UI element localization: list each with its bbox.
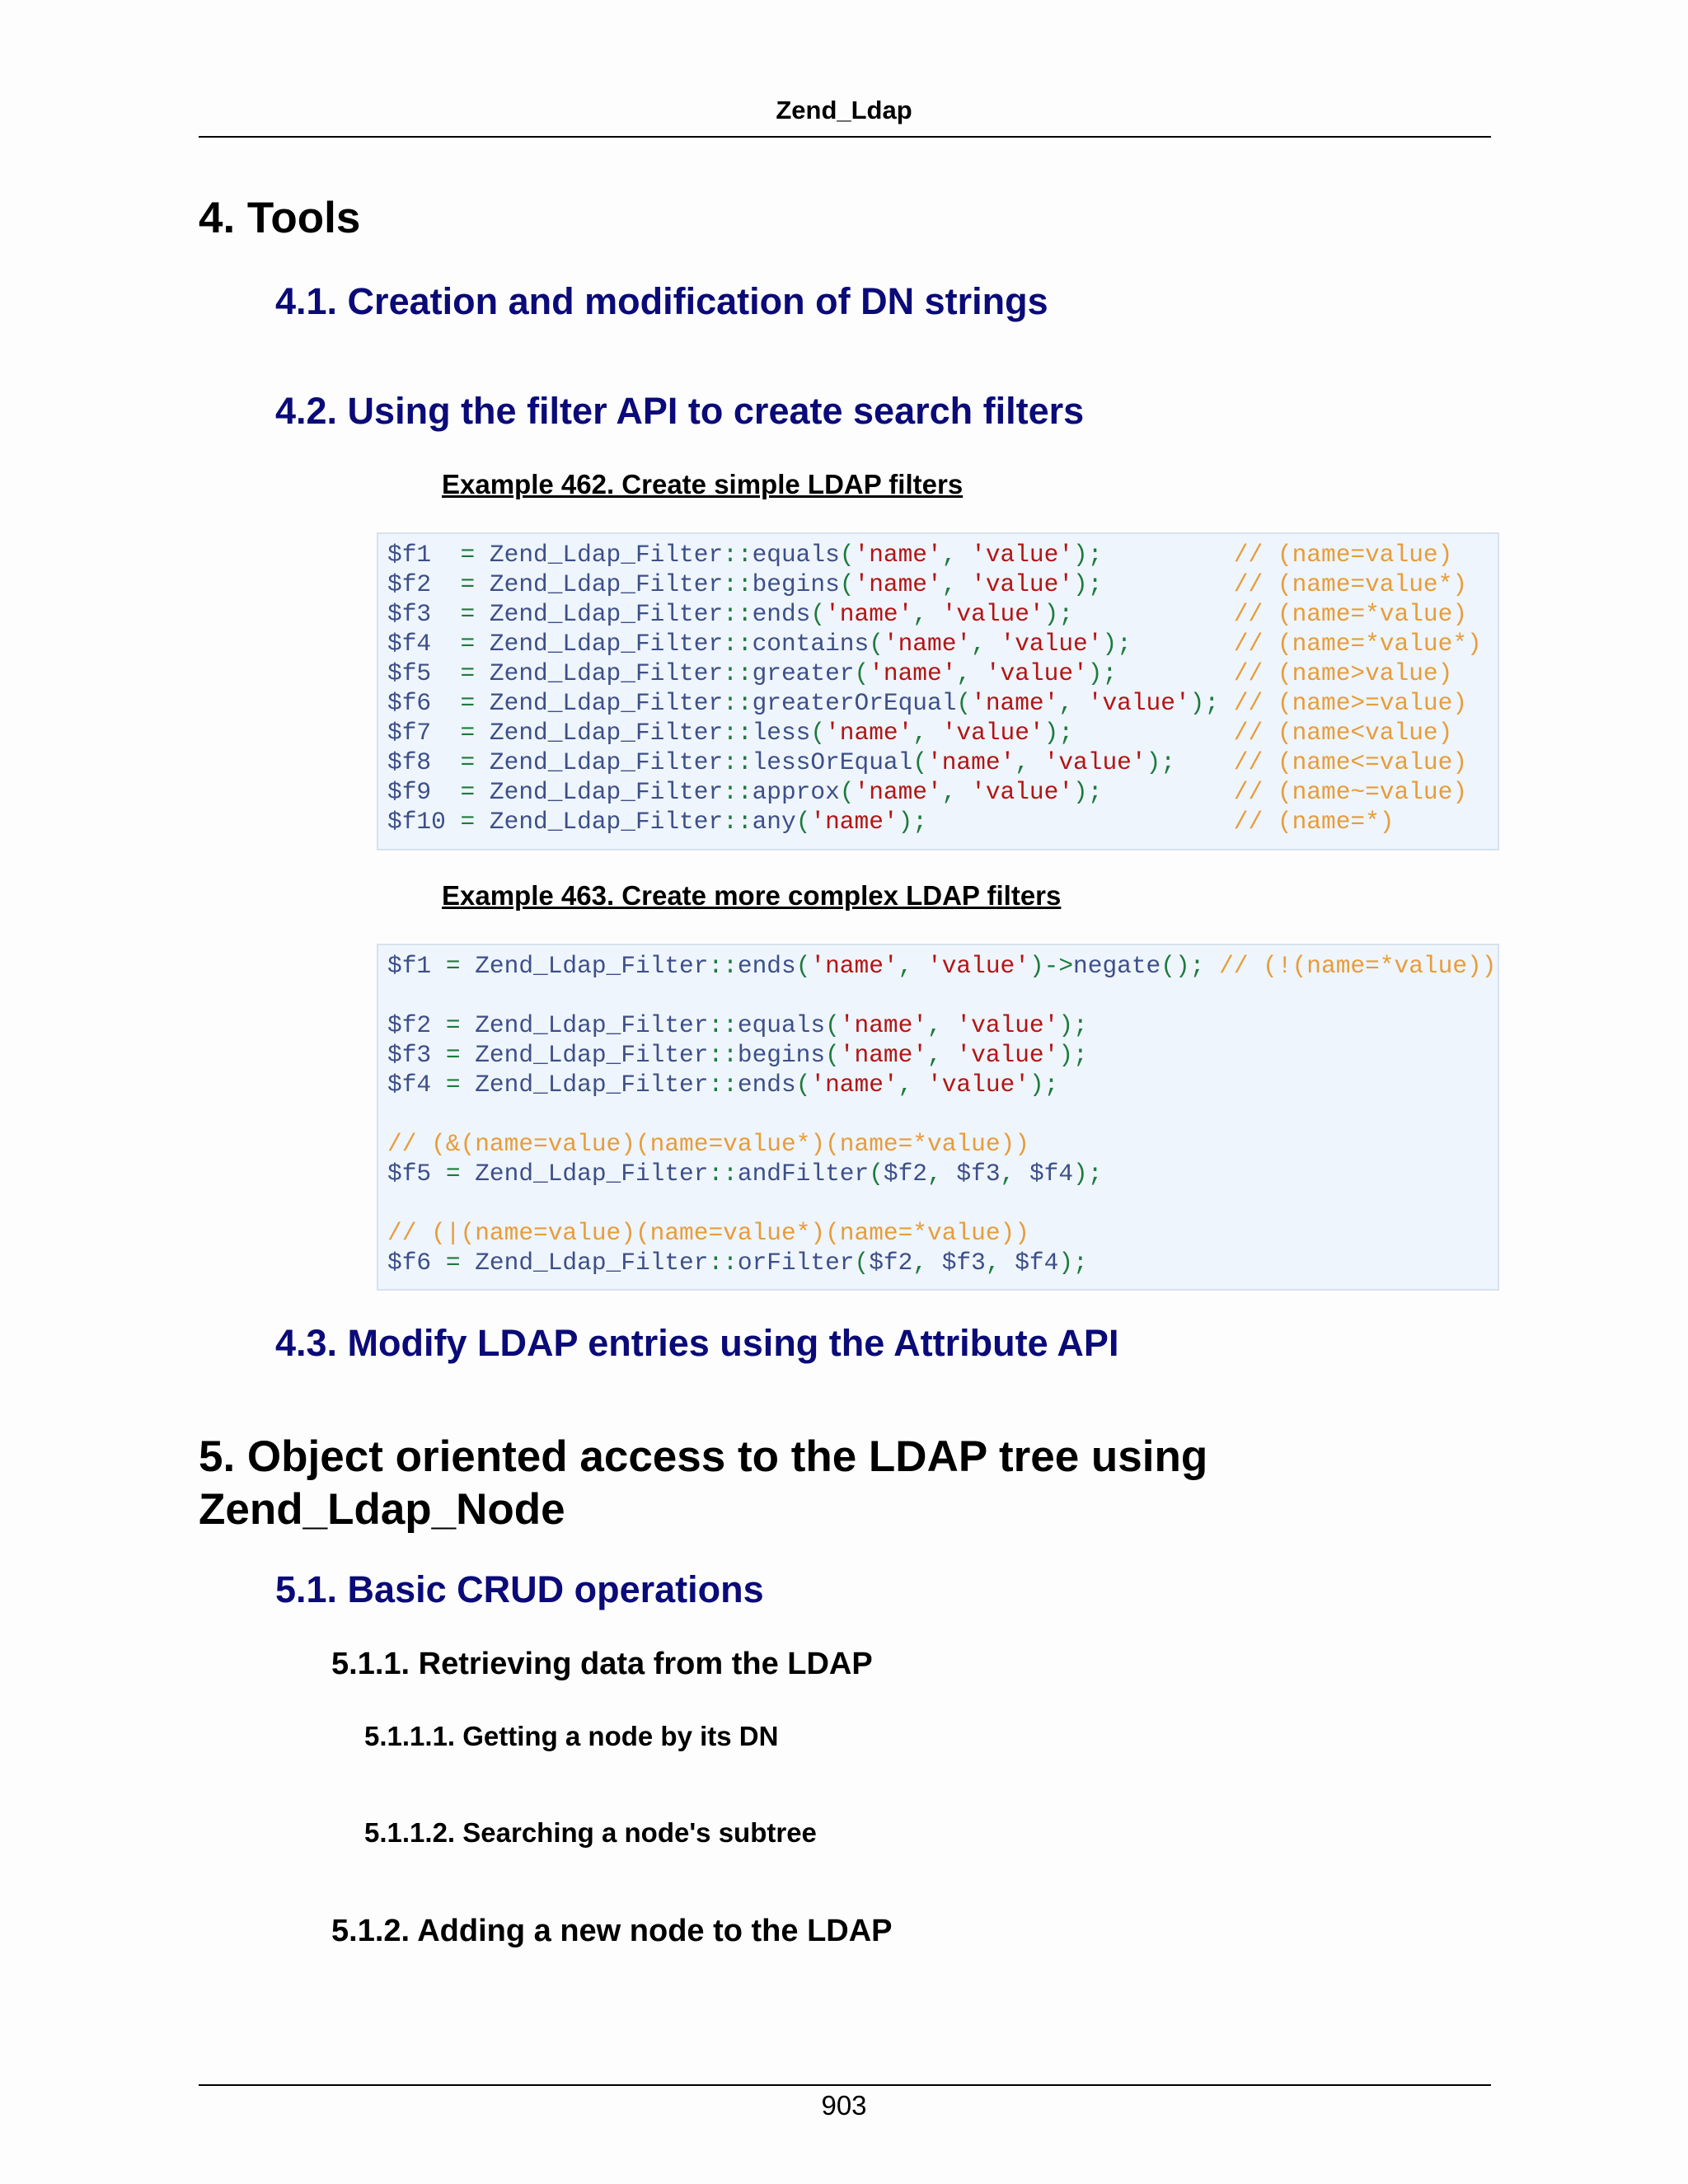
example-463-code	[377, 944, 1499, 1291]
code-token: (	[854, 1249, 870, 1277]
code-token: $f1	[387, 952, 446, 980]
code-token: 'name'	[854, 570, 942, 598]
code-token: // (&(name=value)(name=value*)(name=*value))	[387, 1130, 1029, 1158]
code-line	[387, 1218, 1498, 1248]
code-token: Zend_Ldap_Filter	[489, 570, 724, 598]
code-token: ,	[912, 600, 942, 628]
code-token: $f2	[869, 1249, 913, 1277]
code-token: 'name'	[854, 778, 942, 806]
code-token: =	[460, 719, 490, 747]
section-4-2-heading: 4.2. Using the filter API to create search filters	[275, 390, 1085, 432]
code-token: (	[869, 1160, 884, 1188]
code-token: // (name>=value)	[1233, 689, 1468, 717]
code-token: ends	[737, 1071, 796, 1099]
code-token: $f3	[941, 1249, 986, 1277]
code-token: 'name'	[810, 808, 898, 836]
code-token: (	[912, 748, 928, 776]
code-token: );	[1058, 1011, 1088, 1039]
code-token: ::	[708, 1071, 738, 1099]
code-token: (	[810, 600, 826, 628]
code-line	[387, 718, 1498, 748]
code-token: // (name>value)	[1233, 659, 1453, 687]
code-token: (	[795, 808, 811, 836]
code-line	[387, 629, 1498, 658]
code-token: 'value'	[1000, 630, 1103, 658]
code-token: ,	[927, 1011, 957, 1039]
code-token: =	[460, 748, 490, 776]
code-token: );	[1058, 1041, 1088, 1069]
section-5-1-2-heading: 5.1.2. Adding a new node to the LDAP	[331, 1914, 893, 1948]
code-token: ::	[723, 719, 753, 747]
code-token: begins	[737, 1041, 826, 1069]
code-line	[387, 1129, 1498, 1159]
code-token: Zend_Ldap_Filter	[489, 808, 724, 836]
code-token: =	[445, 1071, 476, 1099]
code-token: ,	[1015, 748, 1044, 776]
code-line	[387, 1099, 1498, 1129]
code-token: ::	[723, 748, 753, 776]
code-token: $f6	[387, 689, 461, 717]
code-token: 'name'	[971, 689, 1059, 717]
code-token: );	[1073, 570, 1234, 598]
code-token: (	[854, 659, 870, 687]
code-token: Zend_Ldap_Filter	[475, 952, 709, 980]
example-462-title: Example 462. Create simple LDAP filters	[442, 469, 964, 499]
code-line	[387, 951, 1498, 981]
section-4-1-heading: 4.1. Creation and modification of DN strings	[275, 280, 1048, 322]
code-token: 'name'	[839, 1011, 928, 1039]
code-token: any	[752, 808, 796, 836]
code-line	[387, 1010, 1498, 1040]
code-token: Zend_Ldap_Filter	[475, 1071, 709, 1099]
code-line	[387, 569, 1498, 599]
code-token: 'value'	[985, 659, 1088, 687]
code-line	[387, 1159, 1498, 1188]
code-token: =	[445, 1041, 476, 1069]
code-token: ::	[723, 541, 753, 569]
code-token: ,	[956, 659, 986, 687]
code-token: ,	[941, 541, 972, 569]
code-token: =	[460, 659, 490, 687]
code-token: ::	[723, 778, 753, 806]
code-token: ,	[898, 952, 928, 980]
code-token: =	[460, 630, 490, 658]
code-token: 'value'	[941, 600, 1044, 628]
code-token: Zend_Ldap_Filter	[475, 1160, 709, 1188]
code-token: // (name<=value)	[1233, 748, 1468, 776]
code-token: ,	[912, 1249, 942, 1277]
code-token: );	[1029, 1071, 1059, 1099]
code-token: // (name<value)	[1233, 719, 1453, 747]
code-token: $f4	[1015, 1249, 1059, 1277]
code-token: =	[445, 952, 476, 980]
code-token: (	[956, 689, 972, 717]
code-token: 'value'	[1087, 689, 1190, 717]
code-token: ();	[1160, 952, 1220, 980]
code-token: ends	[752, 600, 811, 628]
code-token: (	[795, 952, 811, 980]
code-token: 'name'	[839, 1041, 928, 1069]
code-token: equals	[737, 1011, 826, 1039]
code-token: ends	[737, 952, 796, 980]
code-token: =	[460, 808, 490, 836]
code-token: 'name'	[854, 541, 942, 569]
code-token: =	[445, 1249, 476, 1277]
code-token: $f5	[387, 659, 461, 687]
code-token: // (name~=value)	[1233, 778, 1468, 806]
code-token: ,	[1058, 689, 1088, 717]
code-token: Zend_Ldap_Filter	[475, 1249, 709, 1277]
code-token: ::	[723, 630, 753, 658]
code-line	[387, 540, 1498, 569]
code-token: // (name=value)	[1233, 541, 1453, 569]
code-token: $f10	[387, 808, 461, 836]
code-line	[387, 1040, 1498, 1070]
code-token: 'value'	[956, 1041, 1059, 1069]
code-token: (	[795, 1071, 811, 1099]
section-5-1-1-1-heading: 5.1.1.1. Getting a node by its DN	[364, 1721, 779, 1751]
code-token: Zend_Ldap_Filter	[489, 689, 724, 717]
code-token: )->	[1029, 952, 1074, 980]
code-token: );	[1058, 1249, 1088, 1277]
code-token: 'name'	[869, 659, 957, 687]
code-token: Zend_Ldap_Filter	[489, 630, 724, 658]
code-token: ::	[708, 952, 738, 980]
code-token: $f4	[387, 1071, 446, 1099]
code-token: 'value'	[971, 778, 1074, 806]
code-token: ,	[1000, 1160, 1029, 1188]
code-token: ,	[971, 630, 1001, 658]
code-token: ::	[723, 689, 753, 717]
code-token: ,	[927, 1160, 957, 1188]
code-token: ::	[708, 1011, 738, 1039]
code-token: );	[1073, 1160, 1103, 1188]
code-token: $f8	[387, 748, 461, 776]
code-token: Zend_Ldap_Filter	[489, 659, 724, 687]
code-token: Zend_Ldap_Filter	[475, 1041, 709, 1069]
section-5-1-1-heading: 5.1.1. Retrieving data from the LDAP	[331, 1647, 873, 1681]
code-token: ,	[927, 1041, 957, 1069]
code-token: =	[445, 1160, 476, 1188]
code-token: // (!(name=*value))	[1219, 952, 1497, 980]
code-token: negate	[1073, 952, 1161, 980]
code-token: equals	[752, 541, 840, 569]
code-token: ::	[708, 1160, 738, 1188]
code-token: ,	[941, 778, 972, 806]
code-token: =	[460, 541, 490, 569]
code-token: orFilter	[737, 1249, 855, 1277]
code-token: Zend_Ldap_Filter	[489, 541, 724, 569]
code-token: 'value'	[971, 541, 1074, 569]
code-token: );	[1043, 600, 1234, 628]
code-token: contains	[752, 630, 870, 658]
code-token: );	[1189, 689, 1234, 717]
code-line	[387, 688, 1498, 718]
code-token: Zend_Ldap_Filter	[489, 719, 724, 747]
code-line	[387, 658, 1498, 688]
code-token: $f3	[956, 1160, 1001, 1188]
running-header: Zend_Ldap	[776, 96, 912, 124]
code-token: );	[898, 808, 1234, 836]
code-token: (	[869, 630, 884, 658]
code-token: Zend_Ldap_Filter	[475, 1011, 709, 1039]
code-token: (	[810, 719, 826, 747]
code-token: $f9	[387, 778, 461, 806]
code-line	[387, 1248, 1498, 1277]
section-4-3-heading: 4.3. Modify LDAP entries using the Attribute API	[275, 1322, 1119, 1364]
code-token: $f3	[387, 1041, 446, 1069]
code-token: Zend_Ldap_Filter	[489, 748, 724, 776]
example-463-title: Example 463. Create more complex LDAP filters	[442, 880, 1062, 911]
code-token: 'value'	[927, 952, 1029, 980]
code-token: );	[1073, 541, 1234, 569]
code-token: (	[825, 1011, 840, 1039]
section-5-1-1-2-heading: 5.1.1.2. Searching a node's subtree	[364, 1817, 817, 1848]
code-token: =	[460, 600, 490, 628]
header-rule	[199, 136, 1491, 138]
code-token: 'value'	[941, 719, 1044, 747]
code-token: );	[1073, 778, 1234, 806]
code-token: 'value'	[971, 570, 1074, 598]
code-token: $f4	[1029, 1160, 1074, 1188]
code-token: greaterOrEqual	[752, 689, 957, 717]
code-token: (	[825, 1041, 840, 1069]
code-token: );	[1043, 719, 1234, 747]
code-token: // (name=*value)	[1233, 600, 1468, 628]
code-token: =	[460, 570, 490, 598]
code-token: ::	[708, 1041, 738, 1069]
code-line	[387, 748, 1498, 777]
section-5-1-heading: 5.1. Basic CRUD operations	[275, 1568, 764, 1610]
code-token: (	[839, 570, 855, 598]
code-token: 'value'	[927, 1071, 1029, 1099]
code-line	[387, 599, 1498, 629]
code-token: ,	[985, 1249, 1015, 1277]
code-token: // (name=*value*)	[1233, 630, 1482, 658]
code-token: approx	[752, 778, 840, 806]
code-token: ,	[898, 1071, 928, 1099]
code-token: greater	[752, 659, 855, 687]
code-token: lessOrEqual	[752, 748, 913, 776]
code-token: ::	[723, 570, 753, 598]
code-token: 'name'	[825, 719, 913, 747]
code-token: 'name'	[883, 630, 972, 658]
code-token: =	[460, 689, 490, 717]
code-token: $f1	[387, 541, 461, 569]
code-line	[387, 981, 1498, 1010]
code-token: 'value'	[1043, 748, 1146, 776]
code-line	[387, 1070, 1498, 1099]
code-token: // (|(name=value)(name=value*)(name=*value))	[387, 1219, 1029, 1247]
section-4-heading: 4. Tools	[199, 194, 361, 242]
code-token: $f2	[387, 570, 461, 598]
code-token: andFilter	[737, 1160, 870, 1188]
code-line	[387, 1188, 1498, 1218]
code-token: );	[1087, 659, 1234, 687]
footer-rule	[199, 2084, 1491, 2086]
code-line	[387, 777, 1498, 807]
code-token: $f3	[387, 600, 461, 628]
code-token: ::	[723, 600, 753, 628]
code-token: $f2	[387, 1011, 446, 1039]
code-token: begins	[752, 570, 840, 598]
code-token: Zend_Ldap_Filter	[489, 778, 724, 806]
code-token: $f6	[387, 1249, 446, 1277]
code-token: $f5	[387, 1160, 446, 1188]
code-token: ::	[708, 1249, 738, 1277]
page-number: 903	[821, 2090, 867, 2121]
code-token: );	[1146, 748, 1234, 776]
code-token: Zend_Ldap_Filter	[489, 600, 724, 628]
code-token: =	[445, 1011, 476, 1039]
code-token: ::	[723, 659, 753, 687]
code-token: // (name=*)	[1233, 808, 1395, 836]
code-token: $f2	[883, 1160, 928, 1188]
code-token: 'value'	[956, 1011, 1059, 1039]
code-token: 'name'	[810, 952, 898, 980]
code-token: $f4	[387, 630, 461, 658]
code-token: $f7	[387, 719, 461, 747]
code-token: );	[1102, 630, 1234, 658]
code-token: ,	[912, 719, 942, 747]
code-token: 'name'	[825, 600, 913, 628]
code-token: // (name=value*)	[1233, 570, 1468, 598]
code-token: 'name'	[927, 748, 1015, 776]
code-token: less	[752, 719, 811, 747]
section-5-heading: 5. Object oriented access to the LDAP tree using Zend_Ldap_Node	[199, 1432, 1208, 1534]
code-token: (	[839, 778, 855, 806]
code-token: (	[839, 541, 855, 569]
code-token: ,	[941, 570, 972, 598]
code-token: ::	[723, 808, 753, 836]
code-token: =	[460, 778, 490, 806]
code-line	[387, 807, 1498, 837]
example-462-code	[377, 532, 1499, 851]
code-token: 'name'	[810, 1071, 898, 1099]
